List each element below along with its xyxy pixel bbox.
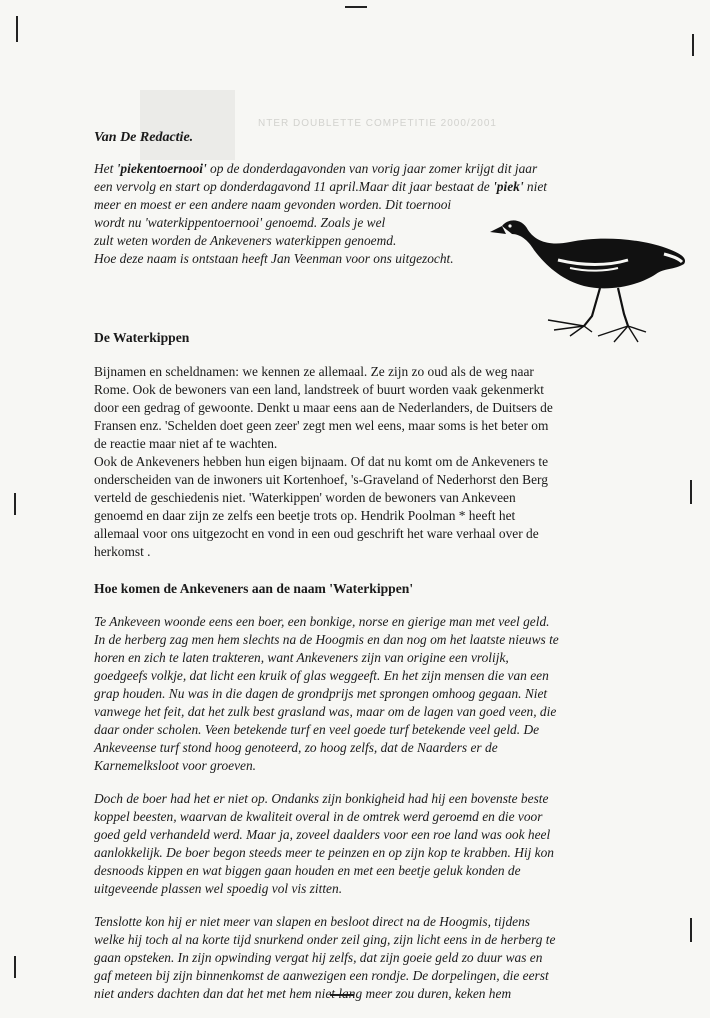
story-line: niet anders dachten dan dat het met hem niet lang meer zou duren, keken hem xyxy=(94,986,512,1001)
intro-line-2 xyxy=(94,178,614,196)
body-line: de reactie maar niet af te wachten. xyxy=(94,436,278,451)
intro-emphasis-piek: 'piek' xyxy=(493,179,524,194)
article xyxy=(94,130,614,1018)
intro-line-3: meer en moest er een andere naam gevonden worden. Dit toernooi xyxy=(94,197,452,212)
left-edge-mark-1 xyxy=(16,16,18,42)
story-line: welke hij toch al na korte tijd snurkend onder zeil ging, zijn licht eens in de herberg te xyxy=(94,932,556,947)
story-line: desnoods kippen en wat biggen gaan houden en met een beetje geluk konden de xyxy=(94,863,521,878)
story-paragraph-1 xyxy=(94,613,614,775)
right-edge-mark-1 xyxy=(692,34,694,56)
story-line: daar onder scholen. Veen betekende turf en veel goede turf betekende veel geld. De xyxy=(94,722,540,737)
body-line: door een gedrag of gewoonte. Denkt u maar eens aan de Nederlanders, de Duitsers de xyxy=(94,400,553,415)
body-line: herkomst . xyxy=(94,544,151,559)
bleed-through-text: NTER DOUBLETTE COMPETITIE 2000/2001 xyxy=(258,118,497,129)
intro-text: op de donderdagavonden van vorig jaar zomer krijgt dit jaar xyxy=(206,161,538,176)
story-line: vanwege het feit, dat het zulk best grasland was, maar om de lagen van goed veen, die xyxy=(94,704,557,719)
story-line: In de herberg zag men hem slechts na de Hoogmis en dan nog om het laatste nieuws te xyxy=(94,632,559,647)
body-line: Ook de Ankeveners hebben hun eigen bijnaam. Of dat nu komt om de Ankeveners te xyxy=(94,454,549,469)
story-line: koppel beesten, waarvan de kwaliteit overal in de omtrek werd geroemd en die voor xyxy=(94,809,543,824)
intro-text: Het xyxy=(94,161,117,176)
story-line: horen en zich te laten trakteren, want Ankeveners zijn van origine een vrolijk, xyxy=(94,650,509,665)
section-waterkippen-body xyxy=(94,363,614,561)
story-line: Te Ankeveen woonde eens een boer, een bonkige, norse en gierige man met veel geld. xyxy=(94,614,550,629)
story-line: grap houden. Nu was in die dagen de grondprijs met sprongen omhoog gegaan. Niet xyxy=(94,686,548,701)
intro-text: een vervolg en start op donderdagavond 11 april.Maar dit jaar bestaat de xyxy=(94,179,494,194)
body-line: Rome. Ook de bewoners van een land, landstreek of buurt worden vaak gekenmerkt xyxy=(94,382,544,397)
story-line: uitgeveende plassen wel spoedig vol vis zitten. xyxy=(94,881,343,896)
story-line: Karnemelksloot voor groeven. xyxy=(94,758,257,773)
body-line: Bijnamen en scheldnamen: we kennen ze allemaal. Ze zijn zo oud als de weg naar xyxy=(94,364,534,379)
top-edge-mark xyxy=(345,6,367,8)
story-line: Tenslotte kon hij er niet meer van slapen en besloot direct na de Hoogmis, tijdens xyxy=(94,914,530,929)
intro-line-5: zult weten worden de Ankeveners waterkippen genoemd. xyxy=(94,233,397,248)
body-line: verteld de geschiedenis niet. 'Waterkippen' worden de bewoners van Ankeveen xyxy=(94,490,516,505)
intro-line-6: Hoe deze naam is ontstaan heeft Jan Veenman voor ons uitgezocht. xyxy=(94,251,454,266)
right-edge-mark-2 xyxy=(690,480,692,504)
story-paragraph-2 xyxy=(94,790,614,898)
left-edge-mark-2 xyxy=(14,493,16,515)
body-line: Fransen enz. 'Schelden doet geen zeer' zegt men wel eens, maar soms is het beter om xyxy=(94,418,549,433)
intro-line-4: wordt nu 'waterkippentoernooi' genoemd. Zoals je wel xyxy=(94,215,386,230)
intro-paragraph xyxy=(94,160,614,268)
story-line: gaan opsteken. In zijn opwinding vergat hij zelfs, dat zijn goeie geld zo duur was en xyxy=(94,950,543,965)
intro-emphasis-piekentoernooi: 'piekentoernooi' xyxy=(116,161,207,176)
section-heading-herkomst: Hoe komen de Ankeveners aan de naam 'Waterkippen' xyxy=(94,581,414,596)
story-body xyxy=(94,613,614,1003)
editorial-title: Van De Redactie. xyxy=(94,130,194,145)
story-line: aanlokkelijk. De boer begon steeds meer te peinzen en op zijn kop te krabben. Hij kon xyxy=(94,845,554,860)
right-edge-mark-3 xyxy=(690,918,692,942)
body-line: genoemd en daar zijn ze zelfs een beetje trots op. Hendrik Poolman * heeft het xyxy=(94,508,516,523)
left-edge-mark-3 xyxy=(14,956,16,978)
story-paragraph-3 xyxy=(94,913,614,1003)
intro-text: niet xyxy=(523,179,548,194)
intro-line-1 xyxy=(94,160,614,178)
body-line: onderscheiden van de inwoners uit Kortenhoef, 's-Graveland of Nederhorst den Berg xyxy=(94,472,548,487)
section-heading-waterkippen: De Waterkippen xyxy=(94,330,190,345)
story-line: Doch de boer had het er niet op. Ondanks zijn bonkigheid had hij een bovenste beste xyxy=(94,791,549,806)
story-line: goed geld verhandeld werd. Maar ja, zoveel daalders voor een roe land was ook heel xyxy=(94,827,551,842)
body-line: allemaal voor ons uitgezocht en vond in een oud geschrift het ware verhaal over de xyxy=(94,526,539,541)
story-line: gaf meteen bij zijn binnenkomst de aanwezigen een rondje. De dorpelingen, die eerst xyxy=(94,968,549,983)
story-line: Ankeveense turf stond hoog genoteerd, zo hoog zelfs, dat de Naarders er de xyxy=(94,740,498,755)
story-line: goedgeefs volkje, dat licht een kruik of glas weggeeft. En het zijn mensen die van een xyxy=(94,668,549,683)
